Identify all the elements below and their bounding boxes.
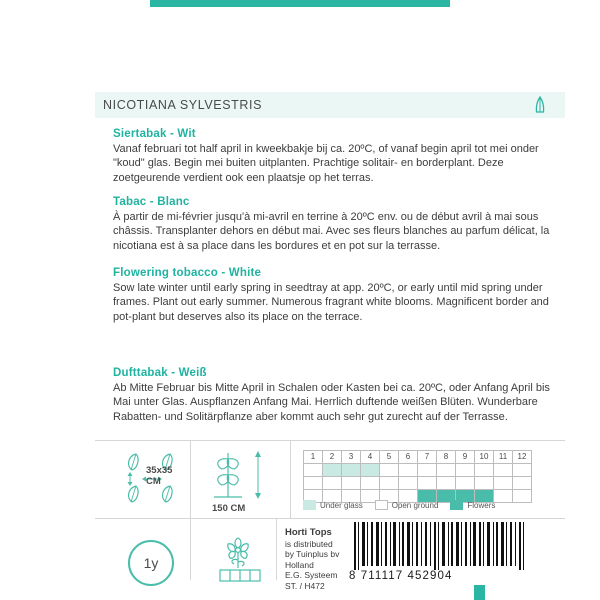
- month-header: 8: [436, 450, 456, 464]
- month-header: 9: [455, 450, 475, 464]
- language-block-fr: [113, 196, 565, 253]
- distributor-line5: ST. / H472: [285, 580, 325, 591]
- month-header: 11: [493, 450, 513, 464]
- spacing-label: 35x35 CM: [146, 465, 173, 487]
- flower-bud-icon: [529, 94, 551, 121]
- divider-vertical-2: [290, 440, 291, 518]
- calendar-header-row: [303, 450, 531, 463]
- language-block-en: [113, 267, 565, 324]
- month-header: 4: [360, 450, 380, 464]
- brand-name: Horti Tops: [285, 527, 332, 538]
- legend-swatch-glass-icon: [303, 500, 316, 510]
- annual-label: 1y: [143, 555, 159, 571]
- language-block-de: [113, 367, 565, 424]
- top-accent-bar: [150, 0, 450, 7]
- botanical-name-band: [95, 92, 565, 118]
- distributor-line1: is distributed: [285, 538, 333, 549]
- bottom-accent-mark: [474, 585, 485, 600]
- month-header: 2: [322, 450, 342, 464]
- month-header: 3: [341, 450, 361, 464]
- legend-swatch-flower-icon: [450, 500, 463, 510]
- legend-label: Flowers: [467, 500, 496, 510]
- lang-heading-fr: Tabac - Blanc: [113, 196, 190, 208]
- legend-swatch-open-icon: [375, 500, 388, 510]
- lang-body-nl: Vanaf februari tot half april in kweekbakje bij ca. 20ºC, of vanaf begin april tot mei onder "koud" glas. Begin mei buiten uitplanten. Prachtige solitair- en borderplant. Deze zoetgeurende verdient ook een plaatsje op het terras.: [113, 143, 539, 184]
- lang-body-fr: À partir de mi-février jusqu'à mi-avril en terrine à 20ºC env. ou de début avril à mai sous châssis. Transplanter dehors en début mai. Avec ses fleurs blanches au parfum délicat, la nicotiana est à sa place dans les bordures et en pot sur la terrasse.: [113, 211, 550, 252]
- page-title: NICOTIANA SYLVESTRIS: [103, 98, 263, 112]
- legend-open-ground: [375, 500, 439, 510]
- lang-heading-nl: Siertabak - Wit: [113, 128, 196, 140]
- calendar-row-open-ground: [303, 476, 531, 489]
- month-header: 12: [512, 450, 532, 464]
- calendar-row-under-glass: [303, 463, 531, 476]
- height-label: 150 CM: [212, 503, 246, 514]
- sow-in-tray-icon: [208, 532, 278, 593]
- divider-vertical-3: [190, 518, 191, 580]
- month-header: 5: [379, 450, 399, 464]
- lang-heading-en: Flowering tobacco - White: [113, 267, 262, 279]
- lang-body-en: Sow late winter until early spring in seedtray at app. 20ºC, or early until mid spring under frames. Plant out early summer. Numerous fragrant white blooms. Magnificent border and pot-plant but deserves also its place on the terrace.: [113, 282, 549, 323]
- sowing-calendar: [303, 450, 531, 502]
- language-block-nl: [113, 128, 565, 185]
- distributor-line2: by Tuinplus bv: [285, 549, 340, 559]
- legend-label: Under glass: [320, 500, 363, 510]
- distributor-line4: E.G. Systeem: [285, 570, 338, 580]
- divider-middle: [95, 518, 565, 519]
- divider-top: [95, 440, 565, 441]
- month-header: 7: [417, 450, 437, 464]
- legend-label: Open ground: [391, 500, 439, 510]
- lang-heading-de: Dufttabak - Weiß: [113, 367, 207, 379]
- month-header: 10: [474, 450, 494, 464]
- month-header: 6: [398, 450, 418, 464]
- legend-flowers: [450, 500, 495, 510]
- barcode-image: [352, 522, 532, 570]
- distributor-line3: Holland: [285, 559, 314, 570]
- calendar-legend: [303, 500, 507, 510]
- month-header: 1: [303, 450, 323, 464]
- annual-cycle-icon: [128, 540, 174, 586]
- legend-under-glass: [303, 500, 363, 510]
- lang-body-de: Ab Mitte Februar bis Mitte April in Schalen oder Kasten bei ca. 20ºC, oder Anfang April bis Mai unter Glas. Auspflanzen Anfang Mai. Herrlich duftende weißen Blüten. Wunderbare Rabatten- und Solitärpflanze aber kommt auch sehr gut zurecht auf der Terrasse.: [113, 382, 550, 423]
- barcode-number: 8 711117 452904: [349, 570, 453, 582]
